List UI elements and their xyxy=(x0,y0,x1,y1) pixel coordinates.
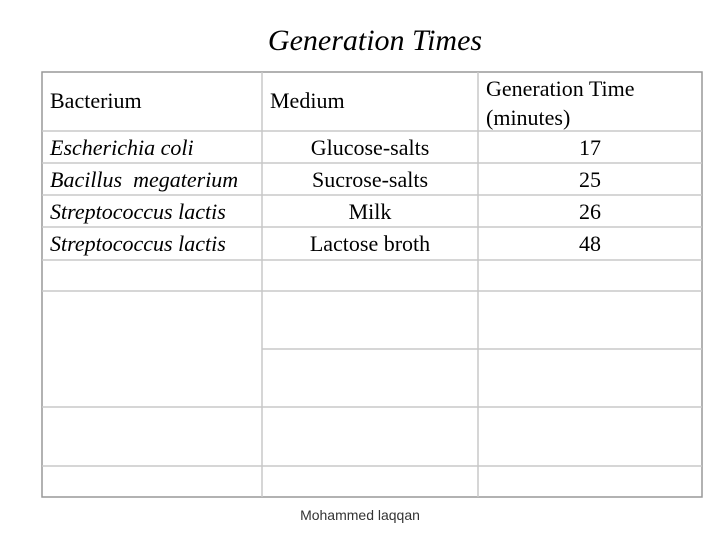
slide-title: Generation Times xyxy=(267,24,483,57)
header-generation-time: Generation Time xyxy=(486,76,635,101)
header-minutes: (minutes) xyxy=(486,105,571,130)
table-row-3-time: 26 xyxy=(579,199,601,224)
table-row-4-time: 48 xyxy=(579,231,601,256)
table-row-4-bacterium: Streptococcus lactis xyxy=(50,231,226,256)
header-medium: Medium xyxy=(270,88,345,113)
table-row-3-bacterium: Streptococcus lactis xyxy=(50,199,226,224)
table-row-2-bacterium: Bacillus megaterium xyxy=(50,167,239,192)
table-row-1-bacterium: Escherichia coli xyxy=(50,135,194,160)
footer-author: Mohammed laqqan xyxy=(300,507,420,523)
table-row-2-medium: Sucrose-salts xyxy=(311,167,429,192)
table-row-4-medium: Lactose broth xyxy=(309,231,431,256)
header-bacterium: Bacterium xyxy=(50,88,142,113)
table-row-3-medium: Milk xyxy=(348,199,392,224)
table-row-1-time: 17 xyxy=(579,135,601,160)
table-row-1-medium: Glucose-salts xyxy=(310,135,430,160)
table-row-2-time: 25 xyxy=(579,167,601,192)
